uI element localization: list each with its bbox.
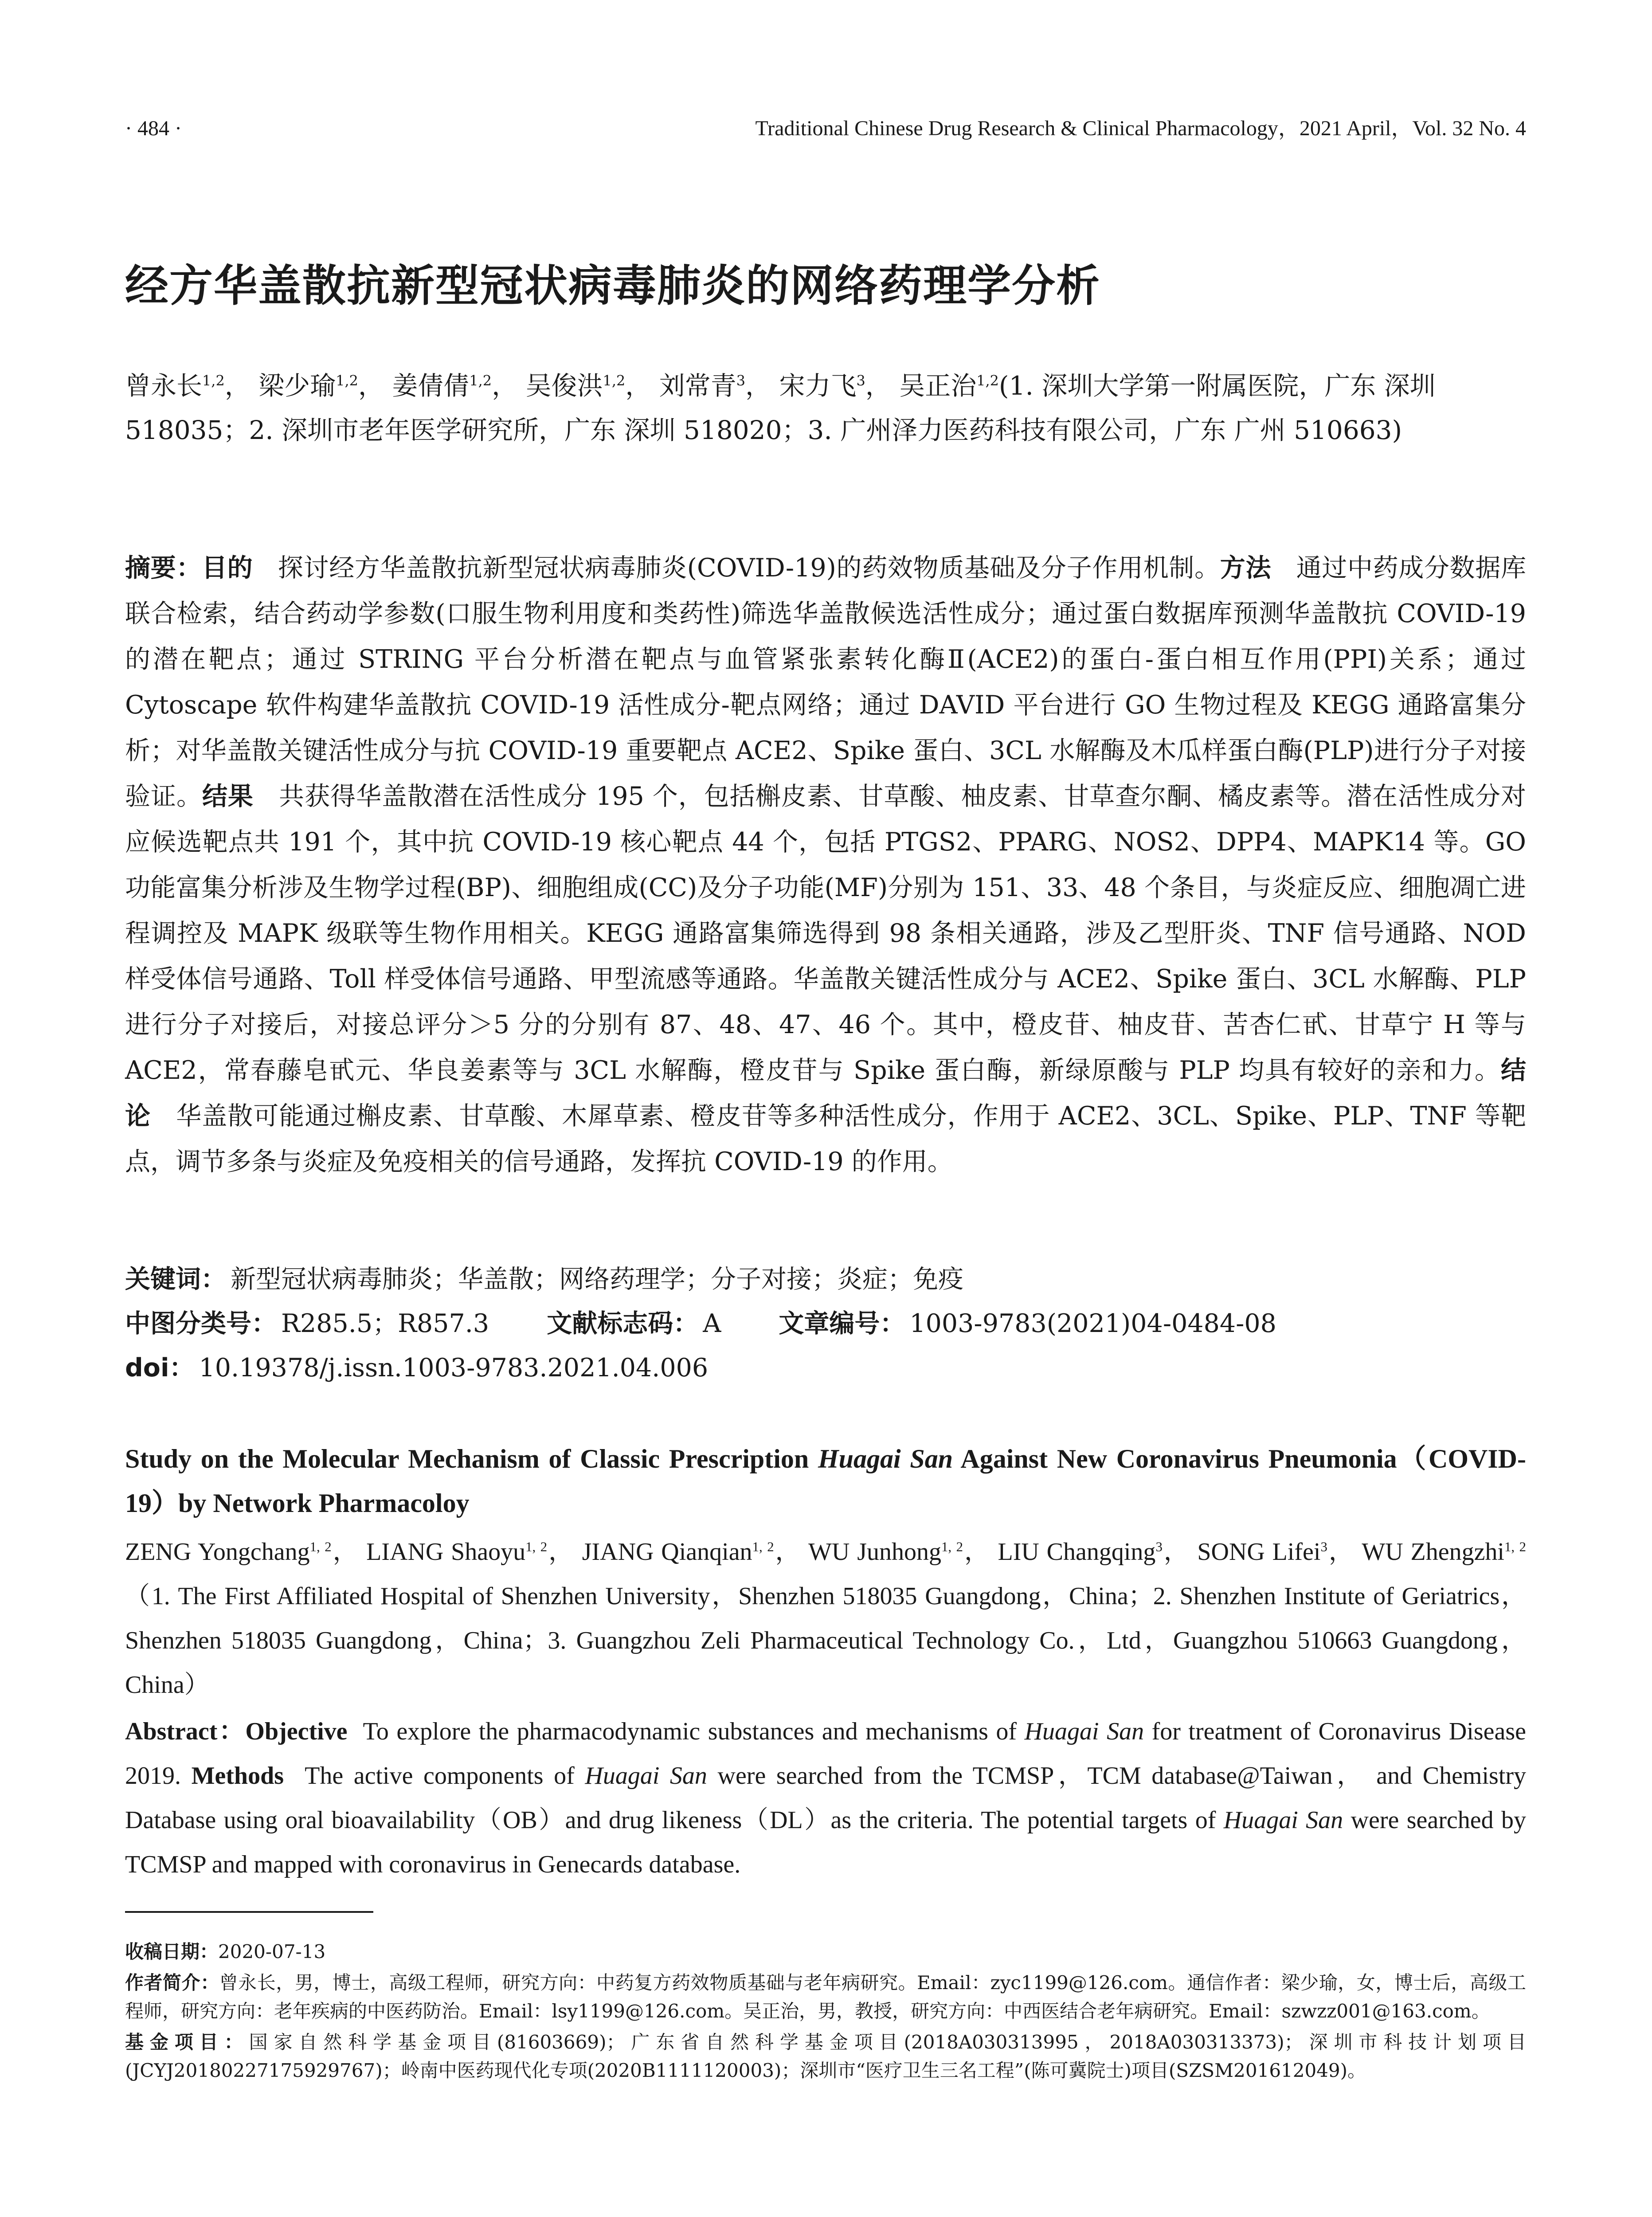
author-affiliation-mark: 1, 2 bbox=[1504, 1539, 1527, 1555]
author-affiliation-mark: 1,2 bbox=[336, 372, 358, 389]
journal-citation: Traditional Chinese Drug Research & Clinical Pharmacology，2021 April，Vol. 32 No. 4 bbox=[755, 117, 1526, 140]
clc-label: 中图分类号： bbox=[125, 1309, 277, 1338]
funding bbox=[125, 2028, 1526, 2085]
author-name: 姜倩倩 bbox=[392, 371, 470, 401]
author-name: LIANG Shaoyu bbox=[366, 1538, 526, 1566]
results-label: 结果 bbox=[202, 782, 254, 811]
author-name: 刘常青 bbox=[659, 371, 736, 401]
methods-label: 方法 bbox=[1220, 553, 1272, 583]
received-value: 2020-07-13 bbox=[218, 1941, 326, 1962]
author-name: 吴正治 bbox=[899, 371, 977, 401]
author-affiliation-mark: 3 bbox=[1320, 1539, 1327, 1555]
keywords-label: 关键词： bbox=[125, 1265, 226, 1294]
author-name: WU Junhong bbox=[808, 1538, 941, 1566]
keywords-line bbox=[125, 1257, 1526, 1301]
author-name: 吴俊洪 bbox=[525, 371, 603, 401]
english-methods-text: were searched by TCMSP and mapped with coronavirus in Genecards database. bbox=[125, 1806, 1527, 1878]
author-name: SONG Lifei bbox=[1197, 1538, 1321, 1566]
received-label: 收稿日期： bbox=[125, 1941, 219, 1962]
clc-value: R285.5；R857.3 bbox=[281, 1309, 489, 1338]
english-authors: ZENG Yongchang$^{1, 2}$， LIANG Shaoyu$^{1, 2}$， JIANG Qianqian$^{1, 2}$， WU Junhong$^{1, 2}$， LIU Changqing$^3$， SONG Lifei$^3$， WU Zhengzhi$^{1, 2}$（1. The First Affiliated Hospital of Shenzhen University，Shenzhen 518035 Guangdong，China；2. Shenzhen Institute of Geriatrics，Shenzhen 518035 Guangdong，China；3. Guangzhou Zeli Pharmaceutical Technology Co.，Ltd，Guangzhou 510663 Guangdong，China） bbox=[125, 1538, 1527, 1699]
keywords-text: 新型冠状病毒肺炎；华盖散；网络药理学；分子对接；炎症；免疫 bbox=[231, 1265, 963, 1294]
english-objective-label: Objective bbox=[245, 1718, 348, 1745]
english-methods-text: The active components of bbox=[305, 1762, 575, 1790]
author-name: LIU Changqing bbox=[998, 1538, 1156, 1566]
conclusion-label: 结论 bbox=[125, 1056, 1526, 1131]
objective-text: 探讨经方华盖散抗新型冠状病毒肺炎(COVID-19)的药效物质基础及分子作用机制。 bbox=[278, 553, 1220, 583]
chinese-affiliations: (1. 深圳大学第一附属医院，广东 深圳 518035；2. 深圳市老年医学研究所，广东 深圳 518020；3. 广州泽力医药科技有限公司，广东 广州 510663) bbox=[125, 371, 1436, 445]
english-title bbox=[125, 1437, 1526, 1525]
author-name: JIANG Qianqian bbox=[582, 1538, 752, 1566]
english-methods-text: were searched from the TCMSP，TCM database@Taiwan， and Chemistry Database using oral bioavailability（OB）and drug likeness（DL）as the criteria. The potential targets of bbox=[125, 1762, 1527, 1834]
author-affiliation-mark: 1,2 bbox=[976, 372, 999, 389]
author-affiliation-mark: 1, 2 bbox=[752, 1539, 774, 1555]
author-name: 曾永长 bbox=[125, 371, 203, 401]
english-title-part2: Against New Coronavirus Pneumonia（COVID-19）by Network Pharmacoloy bbox=[125, 1444, 1526, 1518]
page-number: · 484 · bbox=[125, 117, 182, 140]
english-title-italic: Huagai San bbox=[818, 1444, 953, 1473]
author-name: 梁少瑜 bbox=[258, 371, 336, 401]
author-name: ZENG Yongchang bbox=[125, 1538, 310, 1566]
doi-value: 10.19378/j.issn.1003-9783.2021.04.006 bbox=[199, 1353, 709, 1383]
article-number-value: 1003-9783(2021)04-0484-08 bbox=[909, 1309, 1276, 1338]
english-objective-text: for treatment of Coronavirus Disease 2019. bbox=[125, 1718, 1526, 1790]
english-affiliations: （1. The First Affiliated Hospital of Shenzhen University，Shenzhen 518035 Guangdong，China；2. Shenzhen Institute of Geriatrics，Shenzhen 518035 Guangdong，China；3. Guangzhou Zeli Pharmaceutical Technology Co.，Ltd，Guangzhou 510663 Guangdong，China） bbox=[125, 1582, 1526, 1699]
author-affiliation-mark: 1,2 bbox=[202, 372, 225, 389]
document-code-label: 文献标志码： bbox=[547, 1309, 699, 1338]
author-name: 宋力飞 bbox=[779, 371, 857, 401]
author-affiliation-mark: 3 bbox=[736, 372, 745, 389]
english-title-part1: Study on the Molecular Mechanism of Classic Prescription bbox=[125, 1444, 809, 1473]
chinese-abstract bbox=[125, 545, 1526, 1185]
funding-label: 基金项目： bbox=[125, 2031, 249, 2053]
chinese-title: 经方华盖散抗新型冠状病毒肺炎的网络药理学分析 bbox=[125, 261, 1101, 311]
english-herb-name: Huagai San bbox=[1223, 1806, 1343, 1834]
author-bio-label: 作者简介： bbox=[125, 1972, 219, 1994]
english-abstract bbox=[125, 1709, 1526, 1887]
author-affiliation-mark: 1,2 bbox=[469, 372, 492, 389]
author-affiliation-mark: 1, 2 bbox=[941, 1539, 963, 1555]
document-code-value: A bbox=[703, 1309, 721, 1338]
author-affiliation-mark: 3 bbox=[1155, 1539, 1163, 1555]
chinese-authors: 曾永长$^{1,2}$， 梁少瑜$^{1,2}$， 姜倩倩$^{1,2}$， 吴俊洪$^{1,2}$， 刘常青$^3$， 宋力飞$^3$， 吴正治$^{1,2}$(1. 深圳大学第一附属医院，广东 深圳 518035；2. 深圳市老年医学研究所，广东 深圳 518020；3. 广州泽力医药科技有限公司，广东 广州 510663) bbox=[125, 371, 1436, 445]
author-affiliation-mark: 1, 2 bbox=[309, 1539, 332, 1555]
article-number-label: 文章编号： bbox=[779, 1309, 905, 1338]
footnotes bbox=[125, 1938, 1526, 2088]
objective-label: 目的 bbox=[202, 553, 253, 583]
author-affiliation-mark: 1,2 bbox=[603, 372, 626, 389]
english-herb-name: Huagai San bbox=[1024, 1718, 1144, 1745]
received-date bbox=[125, 1938, 1526, 1966]
author-name: WU Zhengzhi bbox=[1362, 1538, 1504, 1566]
english-methods-label: Methods bbox=[191, 1762, 284, 1790]
abstract-label: 摘要： bbox=[125, 553, 202, 583]
funding-text: 国家自然科学基金项目(81603669)；广东省自然科学基金项目(2018A030313995，2018A030313373)；深圳市科技计划项目(JCYJ20180227175929767)；岭南中医药现代化专项(2020B1111120003)；深圳市“医疗卫生三名工程”(陈可冀院士)项目(SZSM201612049)。 bbox=[125, 2031, 1526, 2081]
methods-text: 通过中药成分数据库联合检索，结合药动学参数(口服生物利用度和类药性)筛选华盖散候选活性成分；通过蛋白数据库预测华盖散抗 COVID-19 的潜在靶点；通过 STRING 平台分析潜在靶点与血管紧张素转化酶Ⅱ(ACE2)的蛋白-蛋白相互作用(PPI)关系；通过 Cytoscape 软件构建华盖散抗 COVID-19 活性成分-靶点网络；通过 DAVID 平台进行 GO 生物过程及 KEGG 通路富集分析；对华盖散关键活性成分与抗 COVID-19 重要靶点 ACE2、Spike 蛋白、3CL 水解酶及木瓜样蛋白酶(PLP)进行分子对接验证。 bbox=[125, 553, 1527, 811]
english-abstract-label: Abstract： bbox=[125, 1718, 246, 1745]
conclusion-text: 华盖散可能通过槲皮素、甘草酸、木犀草素、橙皮苷等多种活性成分，作用于 ACE2、3CL、Spike、PLP、TNF 等靶点，调节多条与炎症及免疫相关的信号通路，发挥抗 COVID-19 的作用。 bbox=[125, 1101, 1527, 1176]
english-herb-name: Huagai San bbox=[585, 1762, 707, 1790]
author-bio-text: 曾永长，男，博士，高级工程师，研究方向：中药复方药效物质基础与老年病研究。Email：zyc1199@126.com。通信作者：梁少瑜，女，博士后，高级工程师，研究方向：老年疾病的中医药防治。Email：lsy1199@126.com。吴正治，男，教授，研究方向：中西医结合老年病研究。Email：szwzz001@163.com。 bbox=[125, 1972, 1526, 2022]
english-objective-text: To explore the pharmacodynamic substances and mechanisms of bbox=[363, 1718, 1017, 1745]
classification-line bbox=[125, 1301, 1526, 1346]
author-affiliation-mark: 1, 2 bbox=[525, 1539, 548, 1555]
footnote-divider bbox=[125, 1911, 373, 1913]
doi-label: doi： bbox=[125, 1353, 195, 1383]
results-text: 共获得华盖散潜在活性成分 195 个，包括槲皮素、甘草酸、柚皮素、甘草查尔酮、橘皮素等。潜在活性成分对应候选靶点共 191 个，其中抗 COVID-19 核心靶点 44 个，包括 PTGS2、PPARG、NOS2、DPP4、MAPK14 等。GO 功能富集分析涉及生物学过程(BP)、细胞组成(CC)及分子功能(MF)分别为 151、33、48 个条目，与炎症反应、细胞凋亡进程调控及 MAPK 级联等生物作用相关。KEGG 通路富集筛选得到 98 条相关通路，涉及乙型肝炎、TNF 信号通路、NOD 样受体信号通路、Toll 样受体信号通路、甲型流感等通路。华盖散关键活性成分与 ACE2、Spike 蛋白、3CL 水解酶、PLP 进行分子对接后，对接总评分＞5 分的分别有 87、48、47、46 个。其中，橙皮苷、柚皮苷、苦杏仁甙、甘草宁 H 等与 ACE2，常春藤皂甙元、华良姜素等与 3CL 水解酶，橙皮苷与 Spike 蛋白酶，新绿原酸与 PLP 均具有较好的亲和力。 bbox=[125, 782, 1527, 1085]
author-bio bbox=[125, 1969, 1526, 2025]
doi-line bbox=[125, 1346, 1526, 1390]
author-affiliation-mark: 3 bbox=[856, 372, 865, 389]
running-header bbox=[125, 113, 1526, 144]
